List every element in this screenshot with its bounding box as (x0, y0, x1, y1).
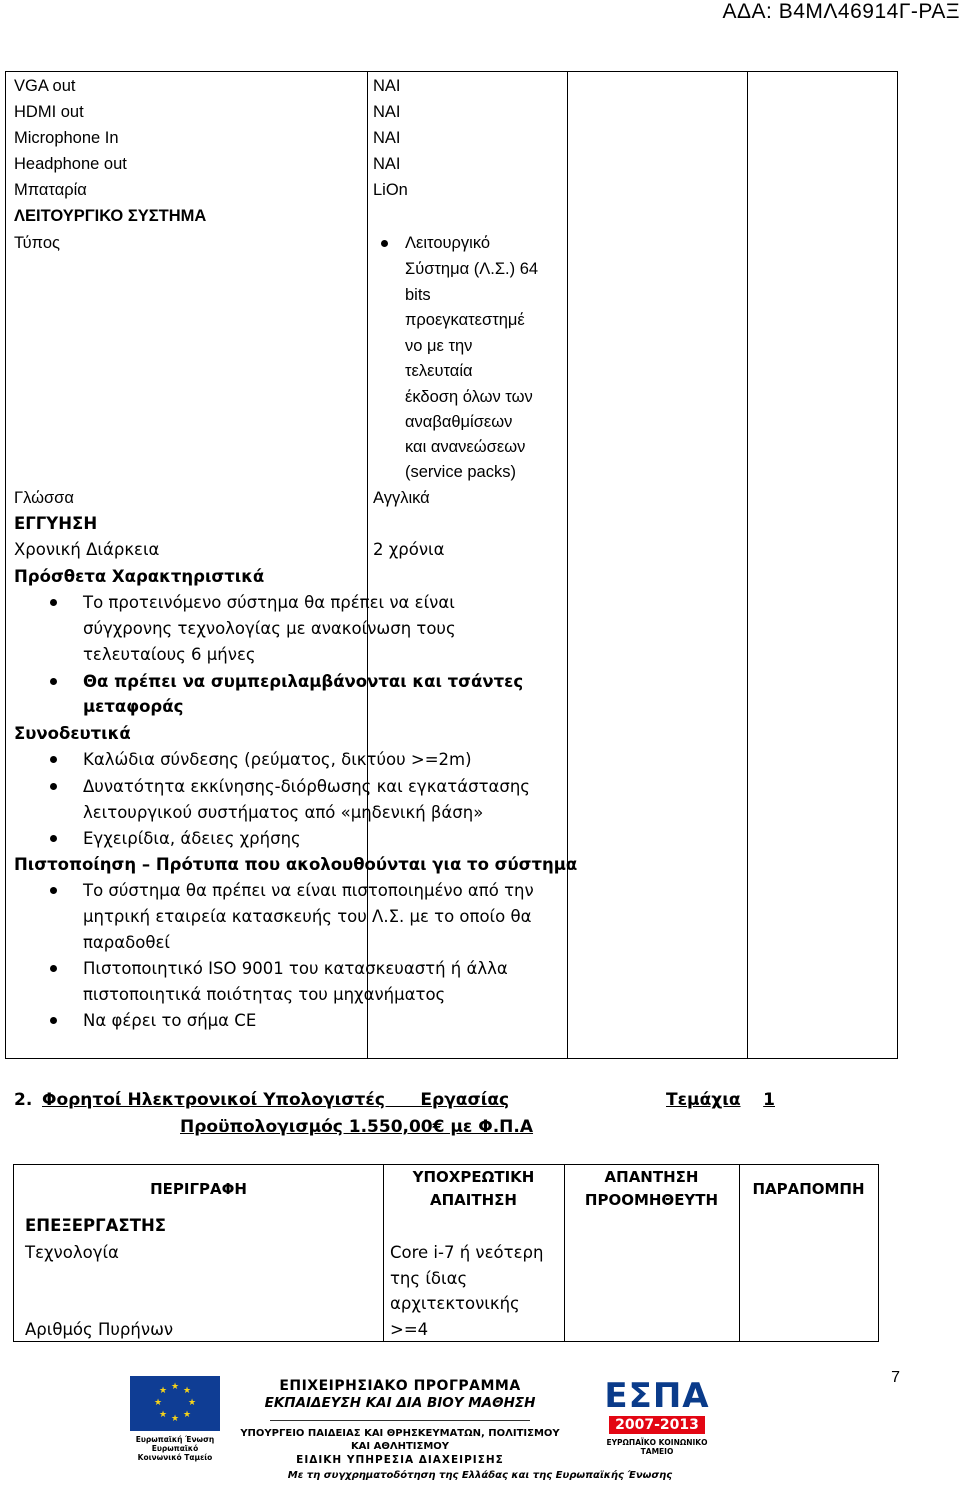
acc-heading: Συνοδευτικά (14, 724, 131, 743)
duration-value: 2 χρόνια (373, 540, 445, 559)
cores-value: >=4 (390, 1320, 429, 1339)
type-label: Τύπος (14, 234, 60, 252)
quantity-value: 1 (763, 1090, 775, 1110)
row-value: ΝΑΙ (373, 155, 401, 173)
row-value: LiOn (373, 181, 408, 199)
type-value-line: και ανανεώσεων (405, 438, 526, 456)
acc-line: λειτουργικού συστήματος από «μηδενική βάση» (83, 803, 484, 822)
program-line2: ΕΚΠΑΙΔΕΥΣΗ ΚΑΙ ΔΙΑ ΒΙΟΥ ΜΑΘΗΣΗ (264, 1395, 536, 1411)
tech-label: Τεχνολογία (25, 1243, 119, 1262)
bullet-icon (50, 599, 57, 606)
lang-label: Γλώσσα (14, 489, 74, 507)
extra-line: σύγχρονης τεχνολογίας με ανακοίνωση τους (83, 619, 456, 638)
cores-label: Αριθμός Πυρήνων (25, 1320, 174, 1339)
authority: ΕΙΔΙΚΗ ΥΠΗΡΕΣΙΑ ΔΙΑΧΕΙΡΙΣΗΣ (296, 1454, 504, 1466)
type-value-line: νο με την (405, 337, 473, 355)
cpu-heading: ΕΠΕΞΕΡΓΑΣΤΗΣ (25, 1216, 167, 1235)
program-line1: ΕΠΙΧΕΙΡΗΣΙΑΚΟ ΠΡΟΓΡΑΜΜΑ (279, 1378, 521, 1394)
cofinance-line: Με τη συγχρηματοδότηση της Ελλάδας και της Ευρωπαϊκής Ένωσης (287, 1470, 673, 1481)
eu-caption-2: Ευρωπαϊκό Κοινωνικό Ταμείο (137, 1444, 213, 1462)
header-answer-1: ΑΠΑΝΤΗΣΗ (604, 1168, 699, 1186)
type-value-line: bits (405, 286, 431, 304)
warranty-heading: ΕΓΓΥΗΣΗ (14, 514, 98, 533)
spec-table (5, 71, 898, 1059)
ministry: ΥΠΟΥΡΓΕΙΟ ΠΑΙΔΕΙΑΣ ΚΑΙ ΘΡΗΣΚΕΥΜΑΤΩΝ, ΠΟΛΙΤΙΣΜΟΥ ΚΑΙ ΑΘΛΗΤΙΣΜΟΥ (240, 1428, 560, 1452)
tech-value: της ίδιας (390, 1269, 468, 1288)
espa-logo (592, 1378, 722, 1456)
extra-line: μεταφοράς (83, 697, 184, 716)
bullet-icon (50, 1017, 57, 1024)
bullet-icon (50, 756, 57, 763)
type-value-line: τελευταία (405, 362, 473, 380)
lang-value: Αγγλικά (373, 489, 430, 507)
cpu-table (13, 1164, 879, 1342)
row-value: ΝΑΙ (373, 103, 401, 121)
espa-fund: ΕΥΡΩΠΑΪΚΟ ΚΟΙΝΩΝΙΚΟ ΤΑΜΕΙΟ (606, 1438, 708, 1456)
ada-code: ΑΔΑ: Β4ΜΛ46914Γ-ΡΑΞ (722, 0, 960, 23)
cert-heading: Πιστοποίηση – Πρότυπα που ακολουθούνται για το σύστημα (14, 855, 578, 874)
eu-caption-1: Ευρωπαϊκή Ένωση (135, 1435, 215, 1444)
type-value-line: προεγκατεστημέ (405, 311, 525, 329)
header-requirement-2: ΑΠΑΙΤΗΣΗ (430, 1191, 517, 1209)
duration-label: Χρονική Διάρκεια (14, 540, 160, 559)
tech-value: Core i-7 ή νεότερη (390, 1243, 544, 1262)
cert-line: πιστοποιητικά ποιότητας του μηχανήματος (83, 985, 446, 1004)
bullet-icon (50, 835, 57, 842)
section-title: Φορητοί Ηλεκτρονικοί Υπολογιστές Εργασίας (42, 1090, 510, 1110)
title-underline-gap (498, 1090, 668, 1110)
espa-years: 2007-2013 (609, 1416, 705, 1434)
section-number: 2. (14, 1090, 33, 1110)
header-requirement-1: ΥΠΟΧΡΕΩΤΙΚΗ (412, 1168, 535, 1186)
page-number: 7 (891, 1369, 900, 1386)
cert-line: παραδοθεί (83, 933, 170, 952)
row-label: Μπαταρία (14, 181, 87, 199)
header-description: ΠΕΡΙΓΡΑΦΗ (150, 1180, 247, 1198)
bullet-icon (50, 783, 57, 790)
row-label: Microphone In (14, 129, 119, 147)
budget: Προϋπολογισμός 1.550,00€ με Φ.Π.Α (180, 1117, 534, 1137)
eu-logo (130, 1376, 220, 1462)
espa-title: ΕΣΠΑ (604, 1376, 710, 1416)
extra-line: τελευταίους 6 μήνες (83, 645, 256, 664)
decorative-divider (270, 1414, 530, 1421)
header-reference: ΠΑΡΑΠΟΜΠΗ (752, 1180, 865, 1198)
program-logo (240, 1378, 560, 1467)
acc-line: Καλώδια σύνδεσης (ρεύματος, δικτύου >=2m) (83, 750, 472, 769)
extra-line: Το προτεινόμενο σύστημα θα πρέπει να είναι (83, 593, 455, 612)
type-value-line: αναβαθμίσεων (405, 413, 513, 431)
header-answer-2: ΠΡΟΟΜΗΘΕΥΤΗ (584, 1191, 719, 1209)
type-value-line: Λειτουργικό (405, 234, 491, 252)
quantity-label: Τεμάχια (666, 1090, 741, 1110)
bullet-icon (50, 965, 57, 972)
cert-line: Να φέρει το σήμα CE (83, 1011, 257, 1030)
row-value: ΝΑΙ (373, 129, 401, 147)
cert-line: Το σύστημα θα πρέπει να είναι πιστοποιημένο από την (83, 881, 534, 900)
extra-heading: Πρόσθετα Χαρακτηριστικά (14, 567, 265, 586)
type-value-line: έκδοση όλων των (405, 388, 533, 406)
cert-line: μητρική εταιρεία κατασκευής του Λ.Σ. με το οποίο θα (83, 907, 532, 926)
eu-flag-icon: ★ ★ ★ ★ ★ ★ ★ ★ (130, 1376, 220, 1431)
acc-line: Εγχειρίδια, άδειες χρήσης (83, 829, 301, 848)
type-value-line: (service packs) (405, 463, 516, 481)
row-label: Headphone out (14, 155, 127, 173)
bullet-icon (50, 887, 57, 894)
extra-line: Θα πρέπει να συμπεριλαμβάνονται και τσάντες (83, 672, 524, 691)
tech-value: αρχιτεκτονικής (390, 1294, 520, 1313)
row-label: HDMI out (14, 103, 84, 121)
row-label: VGA out (14, 77, 76, 95)
cert-line: Πιστοποιητικό ISO 9001 του κατασκευαστή ή άλλα (83, 959, 508, 978)
type-value-line: Σύστημα (Λ.Σ.) 64 (405, 260, 539, 278)
os-heading: ΛΕΙΤΟΥΡΓΙΚΟ ΣΥΣΤΗΜΑ (14, 207, 207, 225)
acc-line: Δυνατότητα εκκίνησης-διόρθωσης και εγκατάστασης (83, 777, 530, 796)
row-value: ΝΑΙ (373, 77, 401, 95)
bullet-icon (50, 678, 57, 685)
bullet-icon (381, 240, 388, 247)
